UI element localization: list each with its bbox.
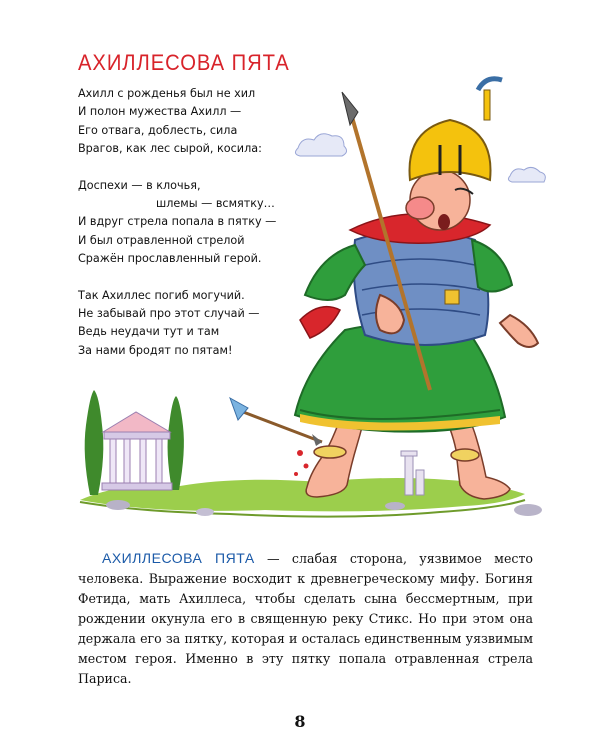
achilles-armor xyxy=(354,230,489,345)
helmet-icon xyxy=(410,79,503,180)
poem-line: Сражён прославленный герой. xyxy=(78,252,262,266)
poem-line: Врагов, как лес сырой, косила: xyxy=(78,142,262,156)
poem-line: И был отравленной стрелой xyxy=(78,233,245,247)
blood-drops xyxy=(294,450,309,476)
page-number: 8 xyxy=(294,712,306,731)
poem-line: И вдруг стрела попала в пятку — xyxy=(78,215,277,229)
cypress-tree xyxy=(168,396,184,490)
cloud-icon xyxy=(508,167,545,182)
poem-line: шлемы — всмятку… xyxy=(156,197,275,211)
idiom-definition: — слабая сторона, уязвимое место человека. Выражение восходит к древнегреческому мифу. Богиня Фетида, мать Ахиллеса, чтобы сделать сына бессмертным, при рождении окунула его в священную реку Стикс. Но при этом она держала его за пятку, которая и осталась единственным уязвимым местом героя. Именно в эту пятку попала отравленная стрела Париса. xyxy=(78,551,534,686)
idiom-term: АХИЛЛЕСОВА ПЯТА xyxy=(102,550,255,566)
poem-line: И полон мужества Ахилл — xyxy=(78,105,242,119)
poem-line: Ведь неудачи тут и там xyxy=(78,325,220,339)
cypress-tree xyxy=(85,390,104,495)
poem-line: Так Ахиллес погиб могучий. xyxy=(78,288,245,302)
poem-title: АХИЛЛЕСОВА ПЯТА xyxy=(78,50,290,75)
cloud-icon xyxy=(295,134,346,156)
poem-line: Ахилл с рожденья был не хил xyxy=(78,87,256,100)
poem-line: Его отвага, доблесть, сила xyxy=(78,123,238,137)
poem-line: За нами бродят по пятам! xyxy=(78,343,233,357)
idiom-explanation xyxy=(78,548,533,689)
temple xyxy=(102,412,172,490)
poem-line: Доспехи — в клочья, xyxy=(78,178,201,192)
poem-line: Не забывай про этот случай — xyxy=(78,307,260,321)
